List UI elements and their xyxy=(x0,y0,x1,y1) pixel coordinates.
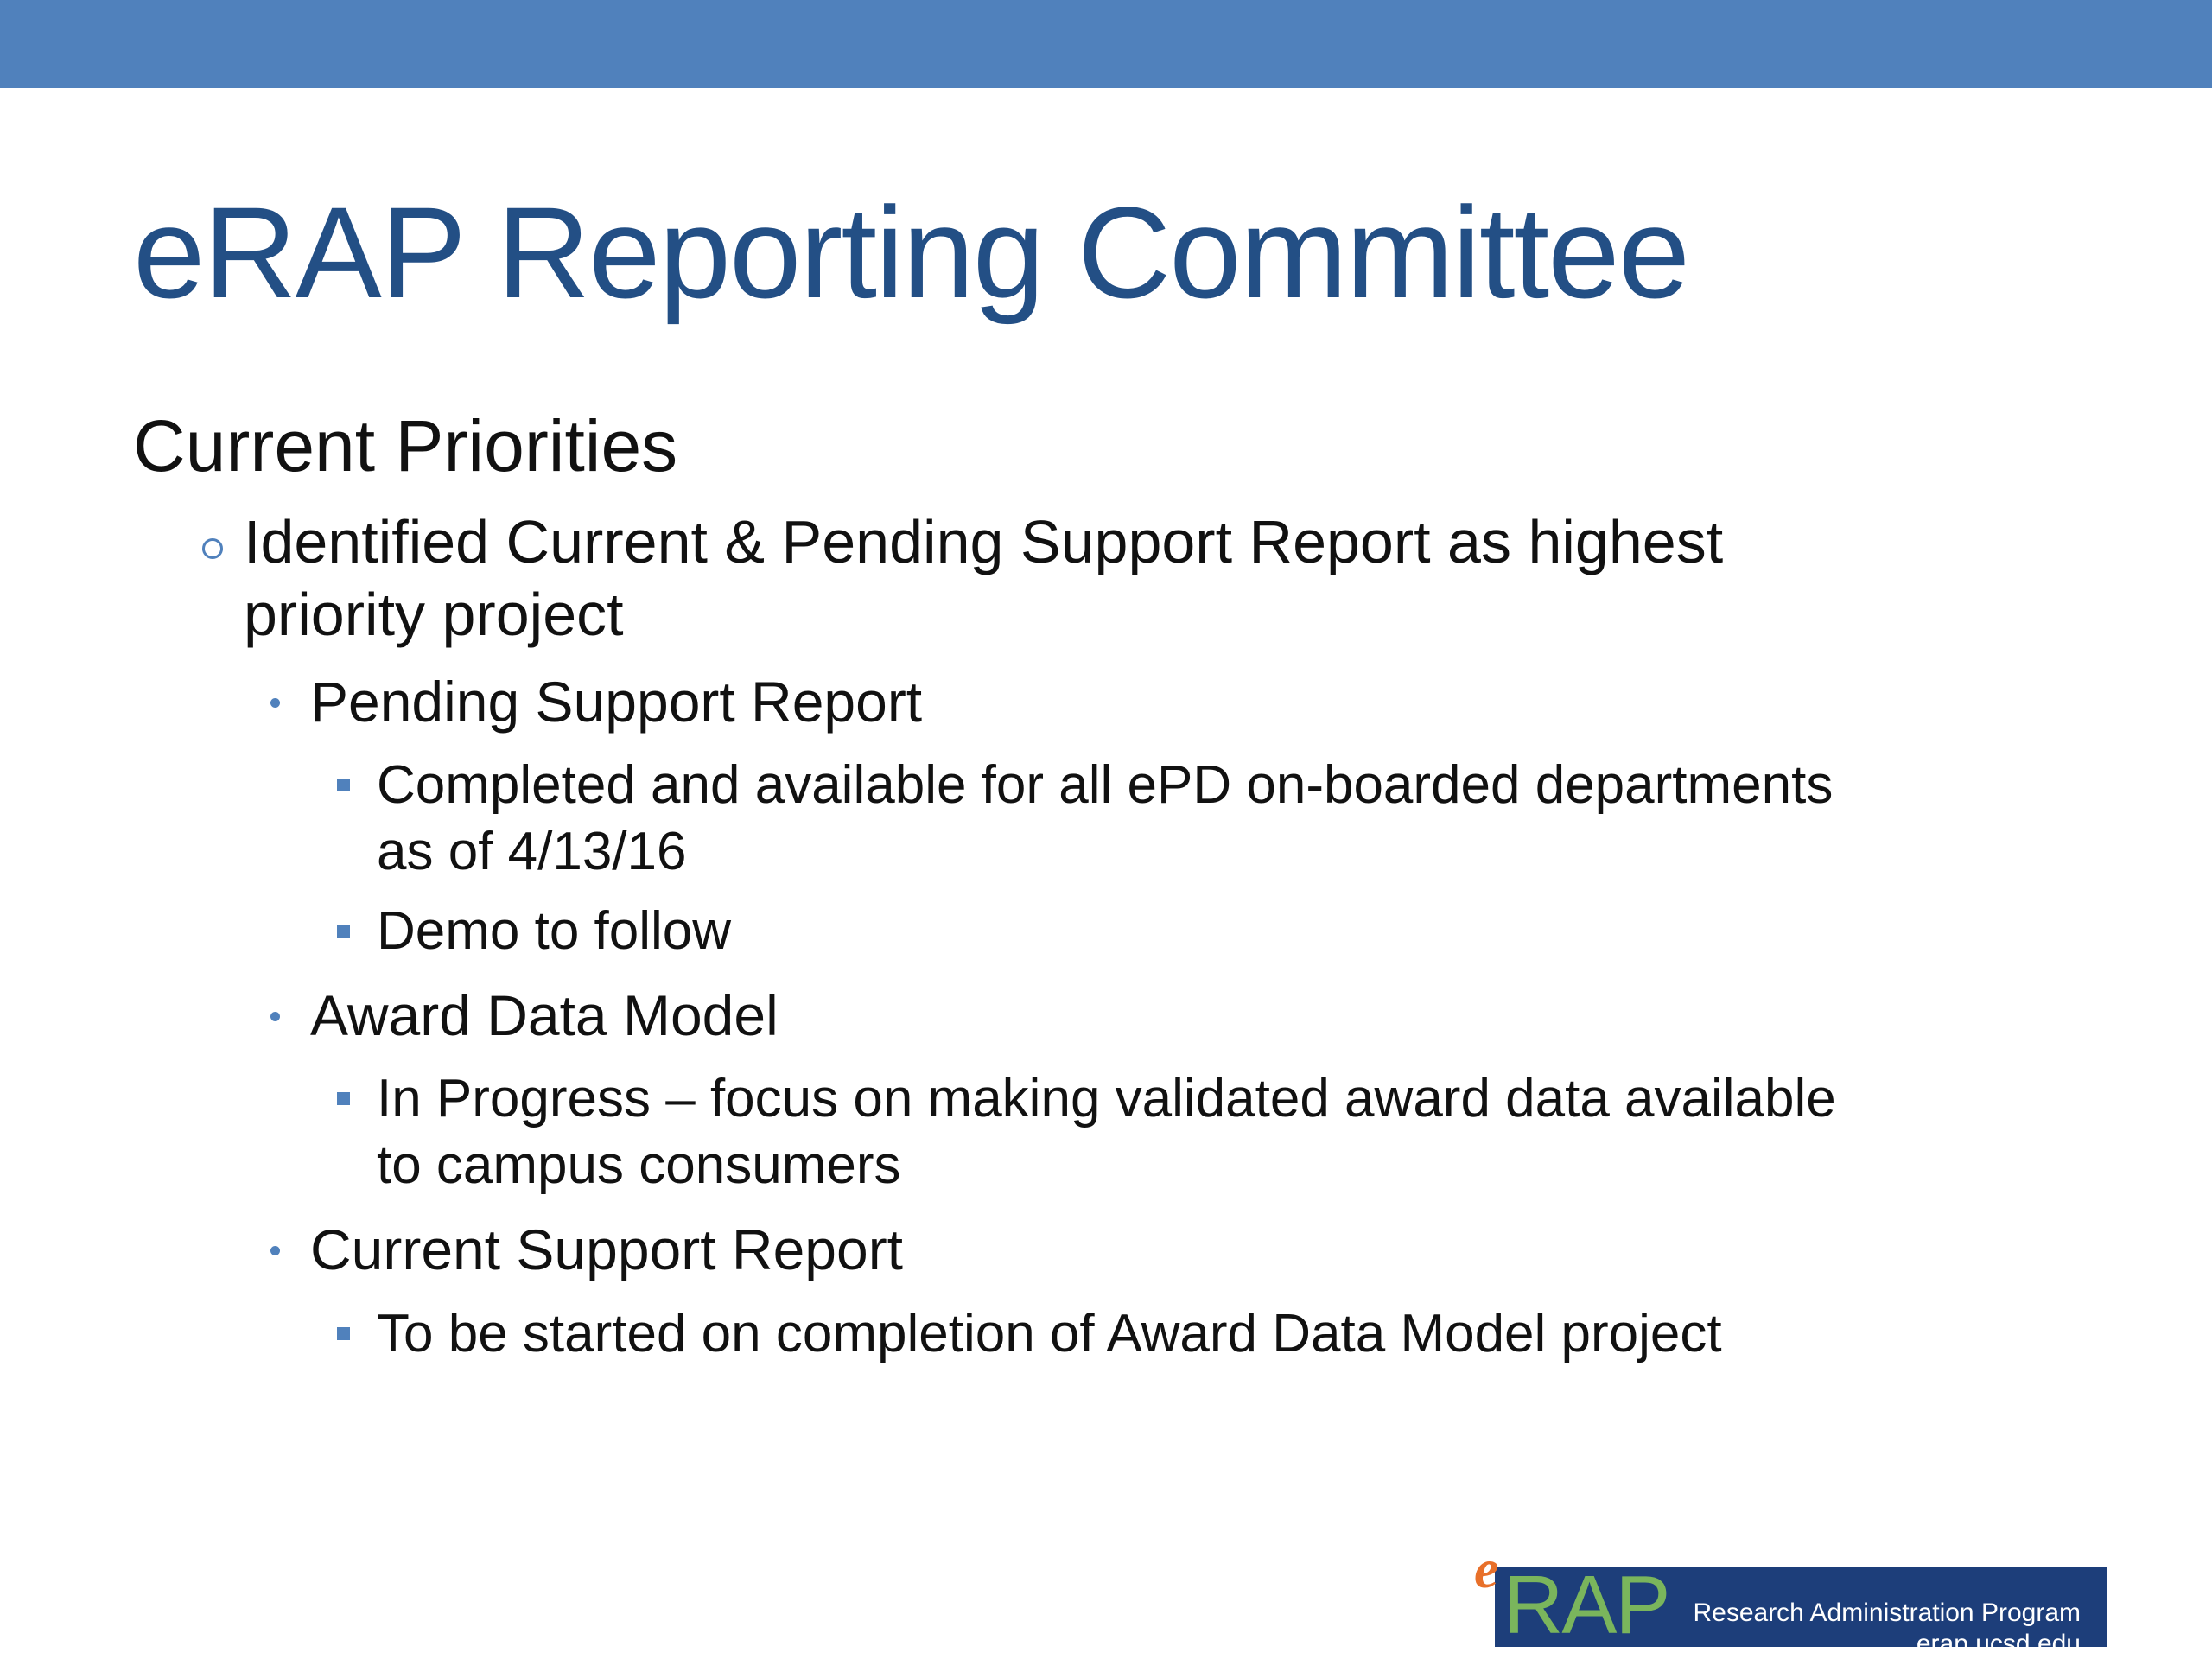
logo-url: erap.ucsd.edu xyxy=(1916,1630,2081,1658)
square-bullet-icon xyxy=(337,925,350,938)
bullet-text-line: Identified Current & Pending Support Report as highest xyxy=(244,508,1724,575)
erap-logo xyxy=(1474,1538,2107,1658)
dot-bullet-icon xyxy=(270,1246,280,1255)
bullet-text-line: To be started on completion of Award Data Model project xyxy=(377,1304,1722,1363)
bullet-text-line: as of 4/13/16 xyxy=(377,822,687,881)
dot-bullet-icon xyxy=(270,1012,280,1021)
bullet-text-line: to campus consumers xyxy=(377,1135,901,1195)
bullet-text-line: priority project xyxy=(244,581,624,648)
square-bullet-icon xyxy=(337,1092,350,1105)
logo-program-name: Research Administration Program xyxy=(1693,1599,2081,1627)
square-bullet-icon xyxy=(337,779,350,791)
logo-e-mark: e xyxy=(1474,1538,1499,1599)
bullet-text-line: Current Support Report xyxy=(310,1217,904,1281)
bullet-text-line: In Progress – focus on making validated award data available xyxy=(377,1069,1836,1128)
bullet-text-line: Pending Support Report xyxy=(310,670,923,734)
square-bullet-icon xyxy=(337,1327,350,1340)
bullet-text-line: Demo to follow xyxy=(377,901,732,961)
dot-bullet-icon xyxy=(270,698,280,708)
bullet-text-line: Award Data Model xyxy=(310,983,779,1047)
circle-bullet-icon xyxy=(202,538,223,559)
bullet-text-line: Completed and available for all ePD on-boarded departments xyxy=(377,755,1834,815)
section-heading: Current Priorities xyxy=(133,405,678,486)
slide-title: eRAP Reporting Committee xyxy=(133,180,1689,325)
logo-rap-wordmark: RAP xyxy=(1503,1559,1669,1651)
